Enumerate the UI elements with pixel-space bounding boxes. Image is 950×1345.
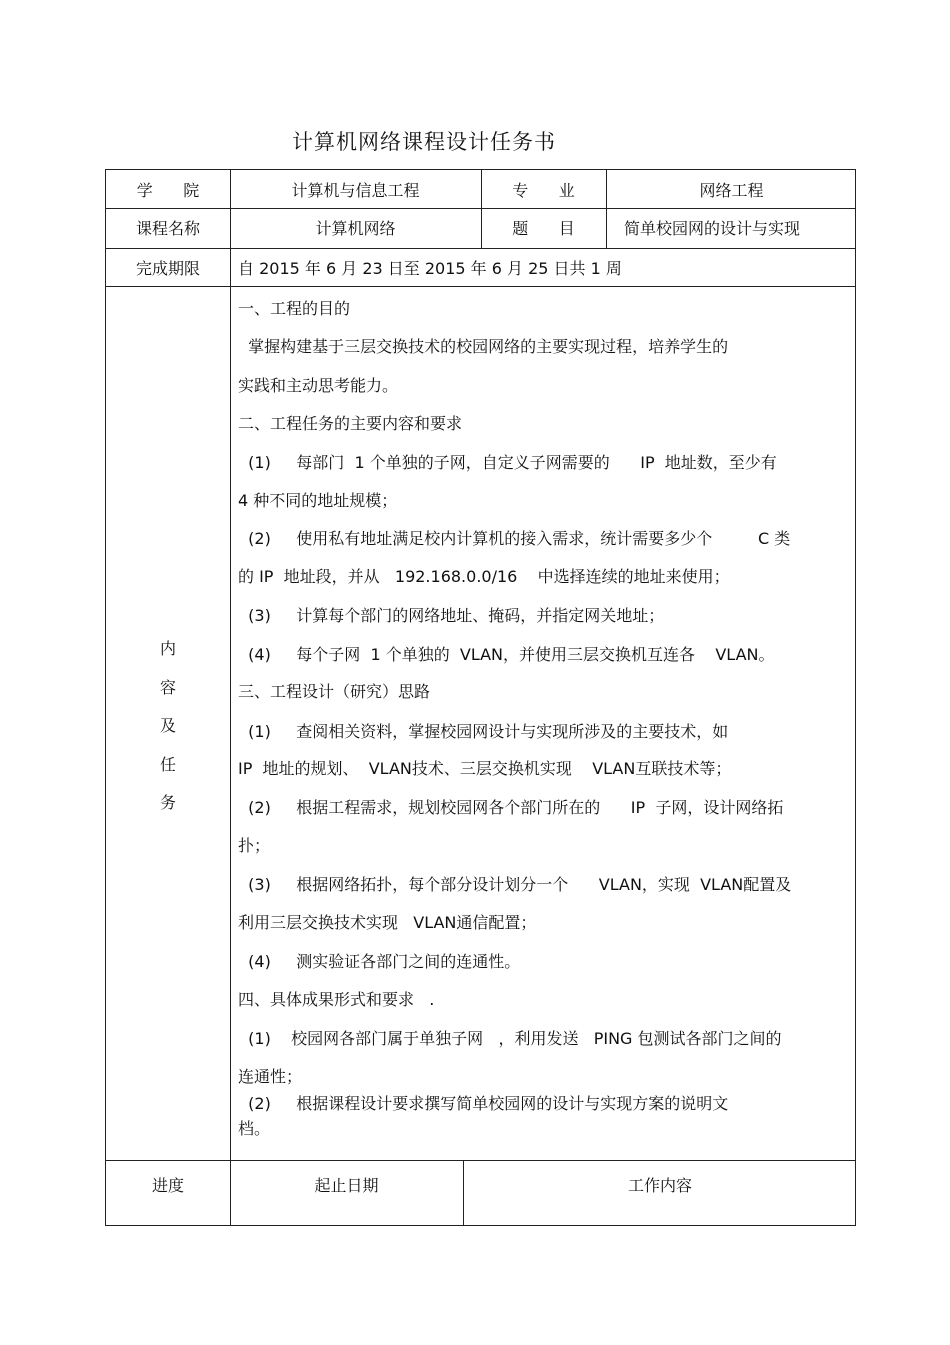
value-college: 计算机与信息工程 <box>291 181 420 200</box>
body-line: (1) 查阅相关资料，掌握校园网设计与实现所涉及的主要技术，如 <box>238 722 729 741</box>
label-major: 专 业 <box>512 181 575 200</box>
body-line: 掌握构建基于三层交换技术的校园网络的主要实现过程，培养学生的 <box>238 337 729 356</box>
body-line: (4) 测实验证各部门之间的连通性。 <box>238 952 521 971</box>
body-line: 利用三层交换技术实现 VLAN通信配置； <box>238 913 537 932</box>
section-heading: 一、工程的目的 <box>238 299 351 318</box>
body-line: 连通性； <box>238 1067 303 1086</box>
section-heading: 三、工程设计（研究）思路 <box>238 682 431 701</box>
label-topic: 题 目 <box>512 219 575 238</box>
body-line: (3) 计算每个部门的网络地址、掩码，并指定网关地址； <box>238 606 665 625</box>
row-divider <box>106 286 855 287</box>
body-line: (3) 根据网络拓扑，每个部分设计划分一个 VLAN，实现 VLAN配置及 <box>238 875 792 894</box>
document-title: 计算机网络课程设计任务书 <box>292 130 556 154</box>
content-label-char: 内 <box>159 639 176 658</box>
content-label-char: 及 <box>159 716 176 735</box>
col-divider <box>230 170 231 1226</box>
body-line: (2) 根据课程设计要求撰写简单校园网的设计与实现方案的说明文 <box>238 1094 729 1113</box>
task-table <box>105 169 856 1226</box>
value-deadline: 自 2015 年 6 月 23 日至 2015 年 6 月 25 日共 1 周 <box>238 259 622 278</box>
header-date-range: 起止日期 <box>314 1176 379 1195</box>
value-major: 网络工程 <box>699 181 764 200</box>
content-label-char: 任 <box>159 754 176 774</box>
label-deadline: 完成期限 <box>135 259 200 278</box>
header-work-content: 工作内容 <box>627 1176 692 1195</box>
body-line: IP 地址的规划、 VLAN技术、三层交换机实现 VLAN互联技术等； <box>238 759 732 778</box>
body-line: (4) 每个子网 1 个单独的 VLAN，并使用三层交换机互连各 VLAN。 <box>238 645 775 664</box>
content-label-char: 务 <box>159 793 176 812</box>
body-line: (1) 每部门 1 个单独的子网，自定义子网需要的 IP 地址数，至少有 <box>238 453 777 472</box>
body-line: 档。 <box>238 1119 271 1138</box>
label-course-name: 课程名称 <box>135 219 200 238</box>
row-divider <box>106 1160 855 1161</box>
section-heading: 二、工程任务的主要内容和要求 <box>238 414 463 433</box>
value-topic: 简单校园网的设计与实现 <box>624 219 801 238</box>
body-line: (2) 使用私有地址满足校内计算机的接入需求，统计需要多少个 C 类 <box>238 529 791 548</box>
label-progress: 进度 <box>151 1176 184 1195</box>
row-divider <box>106 248 855 249</box>
label-college: 学 院 <box>136 181 200 200</box>
content-label-char: 容 <box>159 677 176 697</box>
value-course-name: 计算机网络 <box>315 219 396 238</box>
body-line: 的 IP 地址段，并从 192.168.0.0/16 中选择连续的地址来使用； <box>238 567 730 586</box>
body-line: 实践和主动思考能力。 <box>238 376 399 395</box>
content-label <box>106 630 230 823</box>
body-line: 4 种不同的地址规模； <box>238 491 398 510</box>
section-heading: 四、具体成果形式和要求 . <box>238 990 435 1009</box>
body-line: (1) 校园网各部门属于单独子网 ，利用发送 PING 包测试各部门之间的 <box>238 1029 782 1048</box>
body-line: 扑； <box>238 836 271 855</box>
body-line: (2) 根据工程需求，规划校园网各个部门所在的 IP 子网，设计网络拓 <box>238 798 784 817</box>
